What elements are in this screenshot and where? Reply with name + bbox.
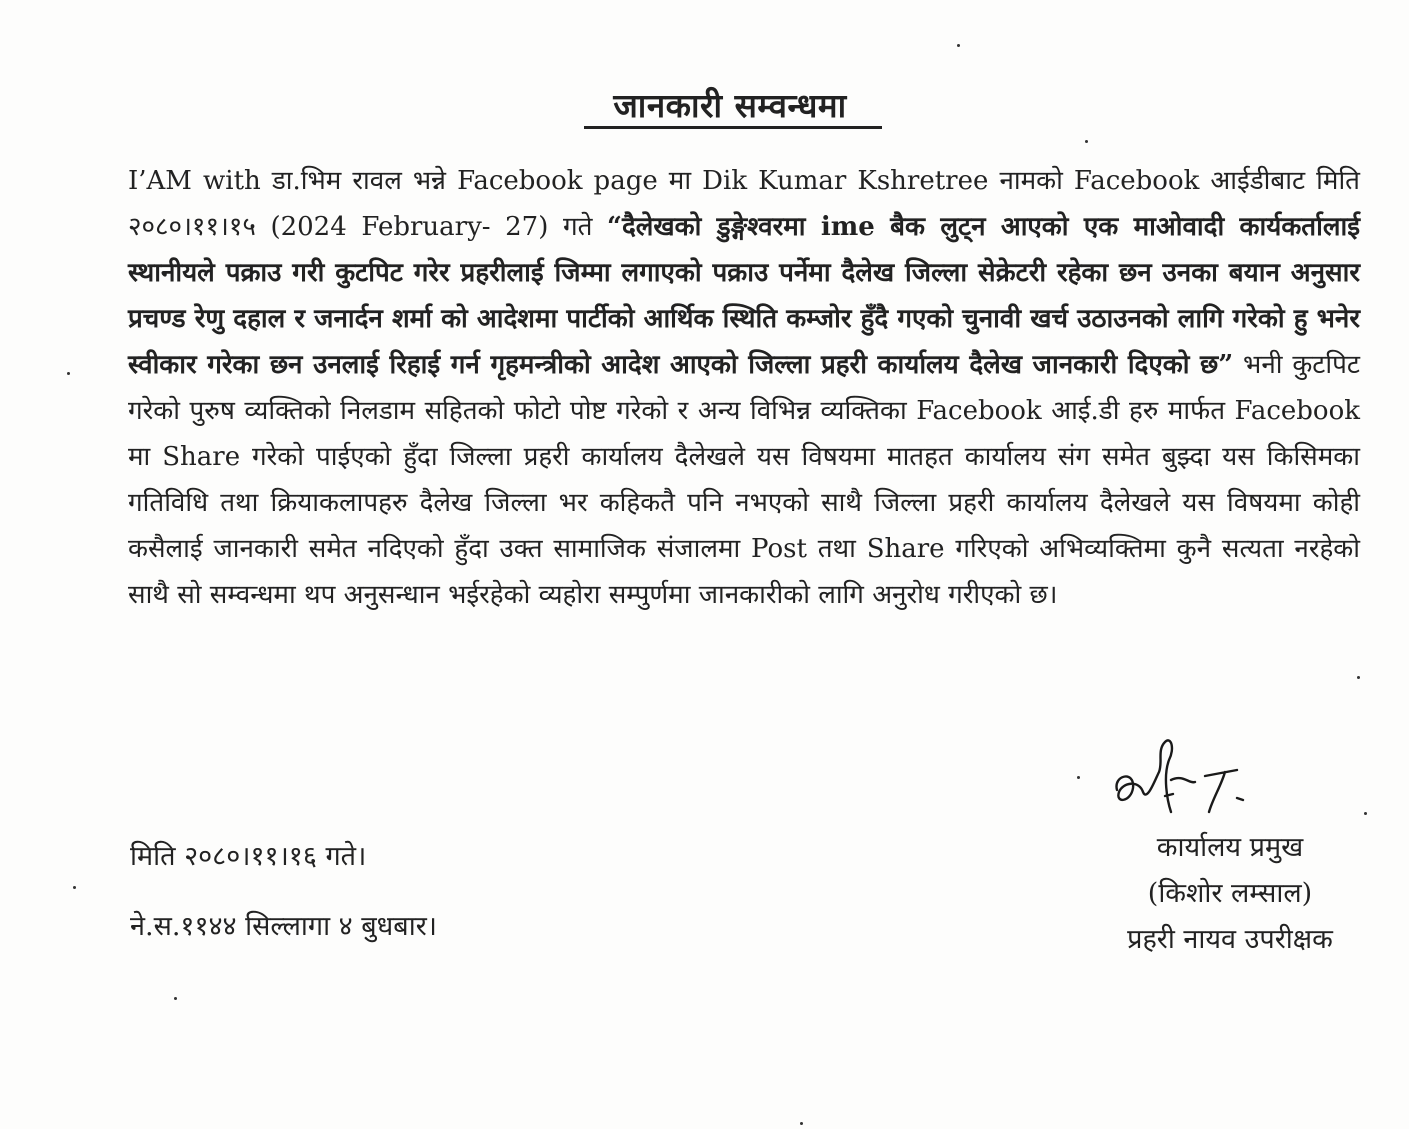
body-conclusion: भनी कुटपिट गरेको पुरुष व्यक्तिको निलडाम सहितको फोटो पोष्ट गरेको र अन्य विभिन्न व्यक्तिका Facebook आई.डी हरु मार्फत Facebook मा Share गरेको पाईएको हुँदा जिल्ला प्रहरी कार्यालय दैलेखले यस विषयमा मातहत कार्यालय संग समेत बुझ्दा यस किसिमका गतिविधि तथा क्रियाकलापहरु दैलेख जिल्ला भर कहिकतै पनि नभएको साथै जिल्ला प्रहरी कार्यालय दैलेखले यस विषयमा कोही कसैलाई जानकारी समेत नदिएको हुँदा उक्त सामाजिक संजालमा Post तथा Share गरिएको अभिव्यक्तिमा कुनै सत्यता नरहेको साथै सो सम्वन्धमा थप अनुसन्धान भईरहेको व्यहोरा सम्पुर्णमा जानकारीको लागि अनुरोध गरीएको छ। bbox=[128, 350, 1360, 610]
scan-speck bbox=[1364, 812, 1367, 815]
scan-speck bbox=[67, 372, 70, 375]
signatory-rank: प्रहरी नायव उपरीक्षक bbox=[1127, 924, 1333, 955]
scan-speck bbox=[1357, 676, 1360, 679]
title-underline bbox=[584, 126, 882, 129]
signatory-role: कार्यालय प्रमुख bbox=[1156, 832, 1304, 863]
signatory-name: (किशोर लम्साल) bbox=[1147, 878, 1313, 909]
signatory-block bbox=[1085, 825, 1375, 963]
scan-speck bbox=[174, 997, 177, 1000]
body-quoted-post: “दैलेखको डुङ्गेश्वरमा ime बैक लुट्न आएको एक माओवादी कार्यकर्तालाई स्थानीयले पक्राउ गरी कुटपिट गरेर प्रहरीलाई जिम्मा लगाएको पक्राउ पर्नेमा दैलेख जिल्ला सेक्रेटरी रहेका छन उनका बयान अनुसार प्रचण्ड रेणु दहाल र जनार्दन शर्मा को आदेशमा पार्टीको आर्थिक स्थिति कम्जोर हुँदै गएको चुनावी खर्च उठाउनको लागि गरेको हु भनेर स्वीकार गरेका छन उनलाई रिहाई गर्न गृहमन्त्रीको आदेश आएको जिल्ला प्रहरी कार्यालय दैलेख जानकारी दिएको छ” bbox=[128, 212, 1360, 380]
scan-speck bbox=[957, 44, 960, 47]
scan-speck bbox=[800, 1122, 803, 1125]
scan-speck bbox=[1085, 140, 1088, 143]
body-intro: I’AM with डा.भिम रावल भन्ने Facebook page मा Dik Kumar Kshretree नामको Facebook आईडीबाट मिति २०८०।११।१५ (2024 February- 27) गते bbox=[128, 166, 1360, 242]
scan-speck bbox=[73, 886, 76, 889]
handwritten-signature bbox=[1105, 720, 1265, 830]
document-title: जानकारी सम्वन्धमा bbox=[613, 86, 847, 125]
issue-date: मिति २०८०।११।१६ गते। bbox=[130, 841, 367, 872]
nepal-sambat-date: ने.स.११४४ सिल्लागा ४ बुधबार। bbox=[130, 911, 437, 942]
scan-speck bbox=[1077, 776, 1080, 779]
document-body bbox=[128, 158, 1360, 618]
